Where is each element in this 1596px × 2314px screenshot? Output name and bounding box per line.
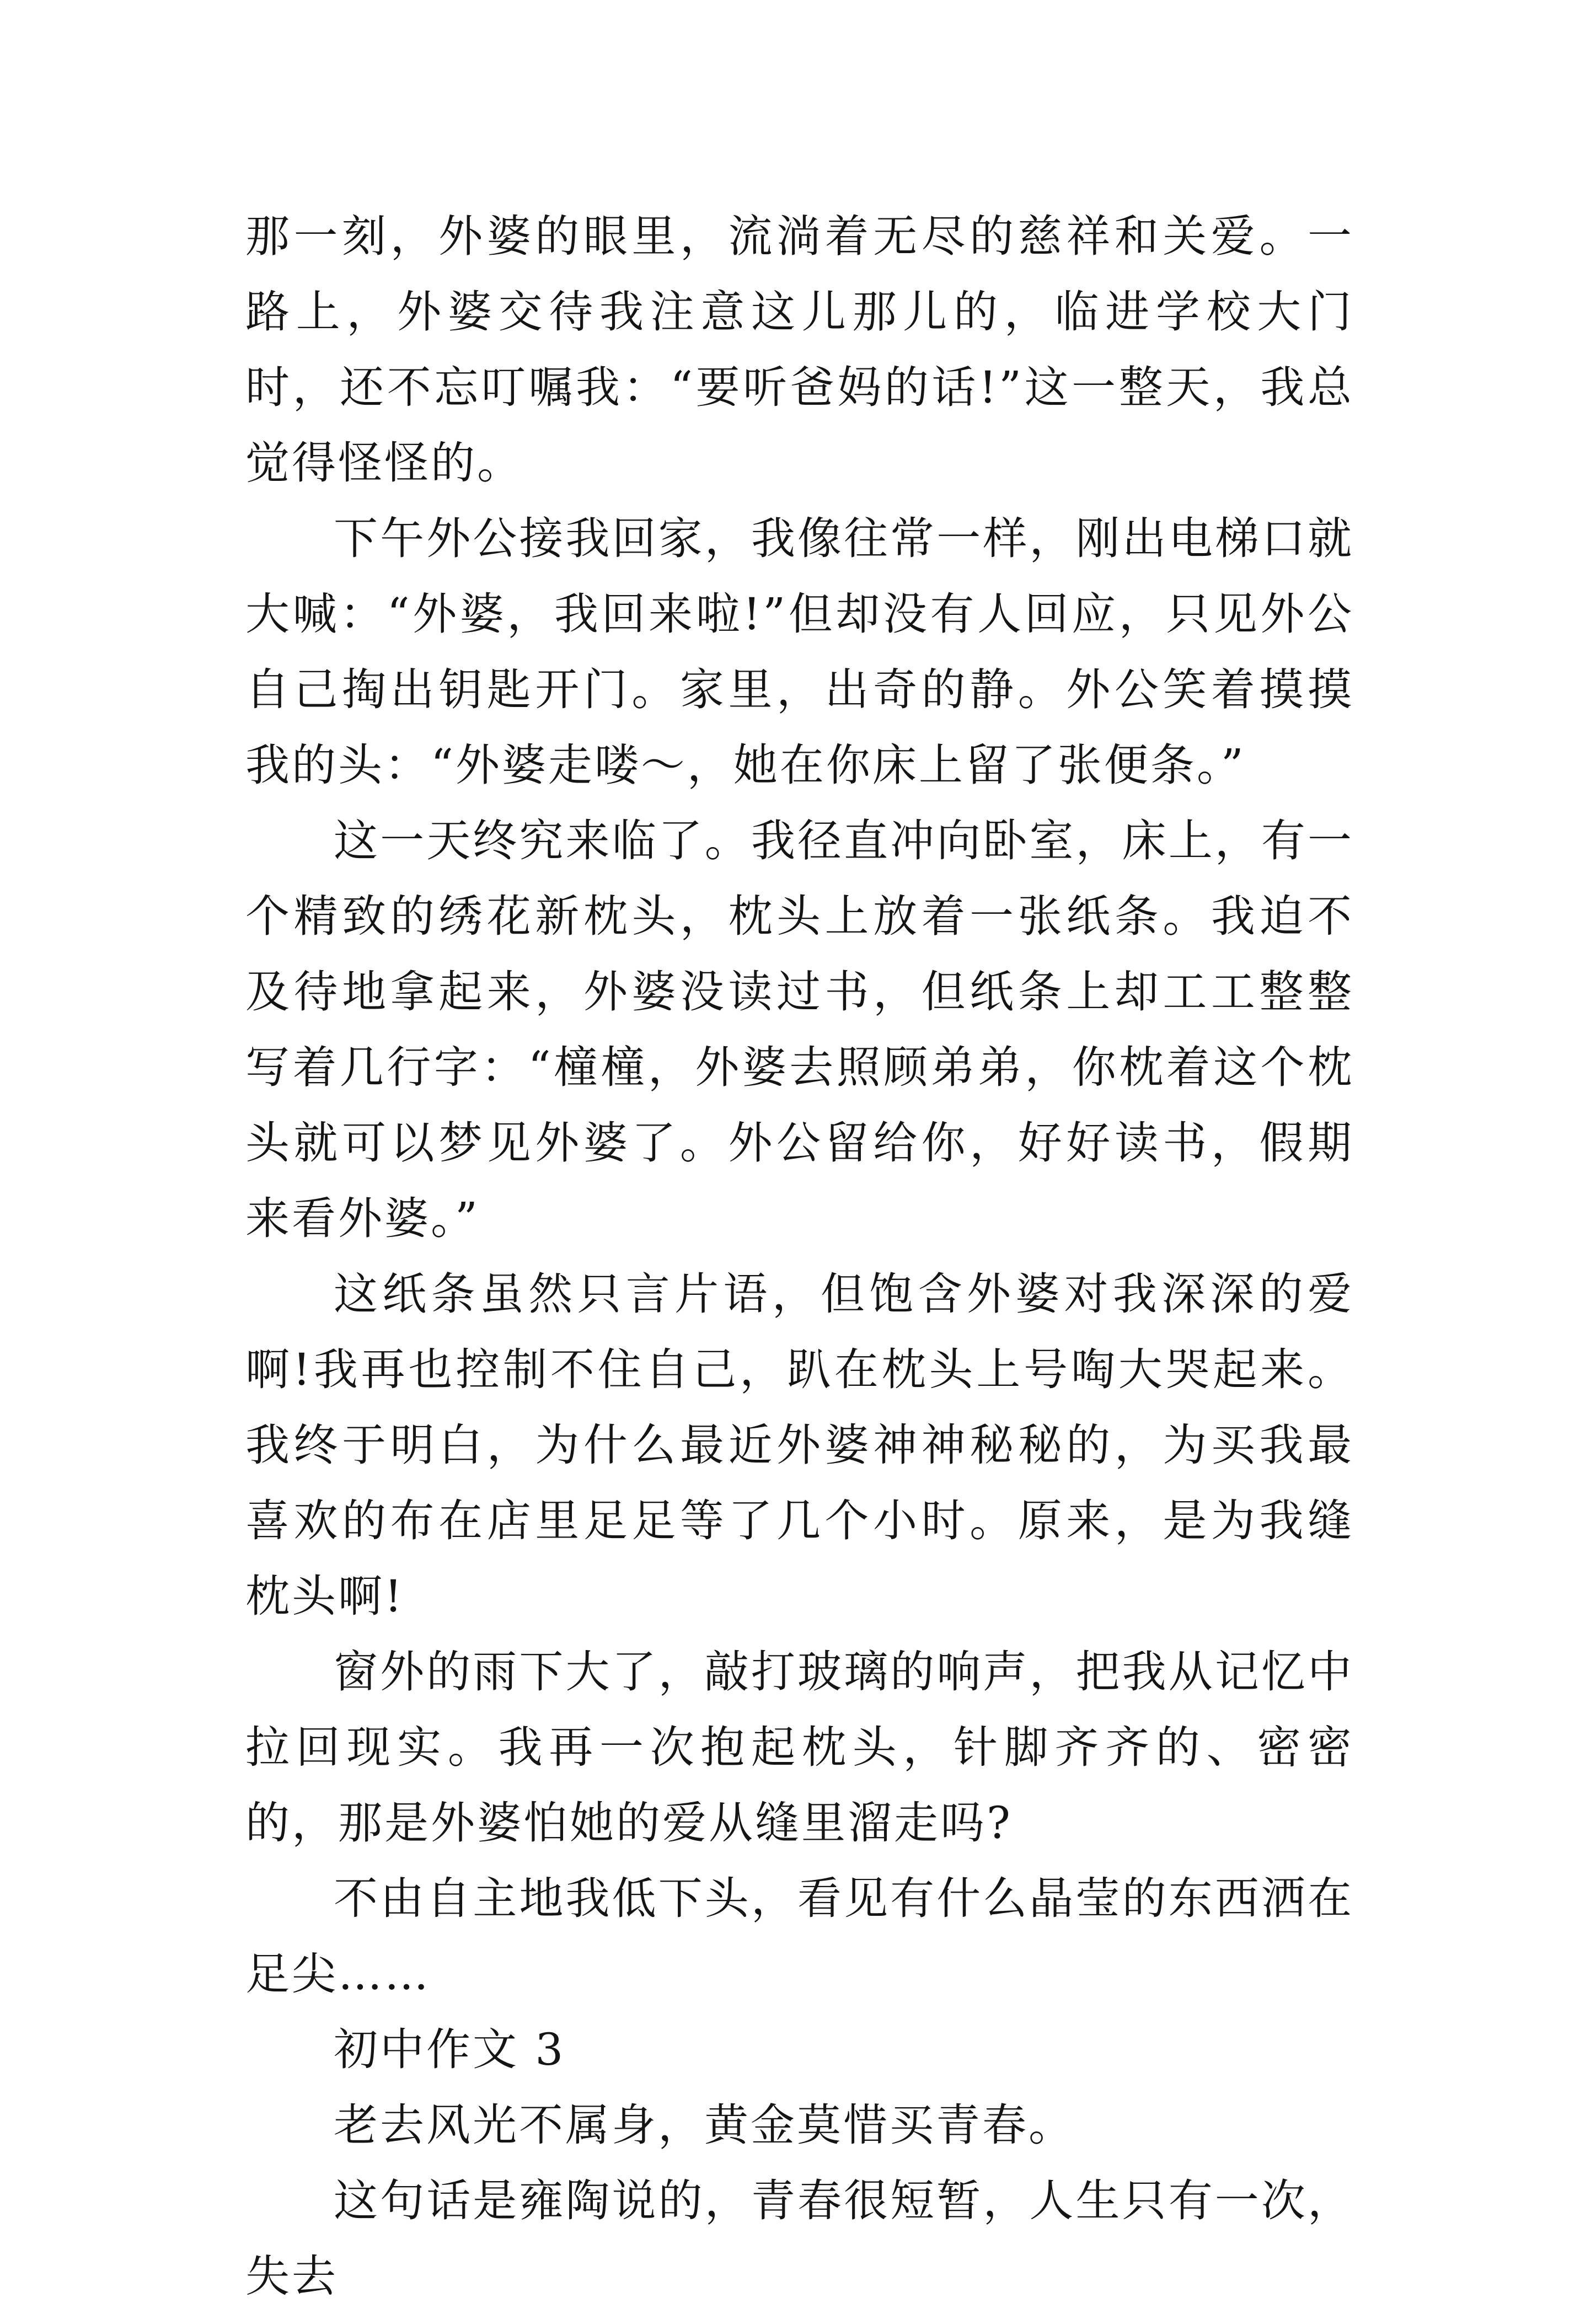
paragraph-3: 这一天终究来临了。我径直冲向卧室，床上，有一个精致的绣花新枕头，枕头上放着一张纸条。我迫不及待地拿起来，外婆没读过书，但纸条上却工工整整写着几行字：“橦橦，外婆去照顾弟弟，你枕着这个枕头就可以梦见外婆了。外公留给你，好好读书，假期来看外婆。” [245, 815, 1354, 1244]
paragraph-1: 那一刻，外婆的眼里，流淌着无尽的慈祥和关爱。一路上，外婆交待我注意这儿那儿的，临进学校大门时，还不忘叮嘱我：“要听爸妈的话!”这一整天，我总觉得怪怪的。 [245, 211, 1354, 489]
paragraph-6: 不由自主地我低下头，看见有什么晶莹的东西洒在足尖…… [245, 1873, 1354, 2000]
paragraph-2: 下午外公接我回家，我像往常一样，刚出电梯口就大喊：“外婆，我回来啦!”但却没有人回应，只见外公自己掏出钥匙开门。家里，出奇的静。外公笑着摸摸我的头：“外婆走喽～，她在你床上留了张便条。” [245, 513, 1354, 791]
section-paragraph-1: 老去风光不属身，黄金莫惜买青春。 [334, 2099, 1075, 2151]
section-title: 初中作文 3 [334, 2024, 566, 2075]
paragraph-4: 这纸条虽然只言片语，但饱含外婆对我深深的爱啊!我再也控制不住自己，趴在枕头上号啕大哭起来。我终于明白，为什么最近外婆神神秘秘的，为买我最喜欢的布在店里足足等了几个小时。原来，是为我缝枕头啊! [245, 1268, 1354, 1622]
paragraph-5: 窗外的雨下大了，敲打玻璃的响声，把我从记忆中拉回现实。我再一次抱起枕头，针脚齐齐的、密密的，那是外婆怕她的爱从缝里溜走吗? [245, 1646, 1354, 1849]
section-paragraph-2: 这句话是雍陶说的，青春很短暂，人生只有一次，失去 [245, 2175, 1354, 2302]
essay-body [245, 199, 1354, 2314]
